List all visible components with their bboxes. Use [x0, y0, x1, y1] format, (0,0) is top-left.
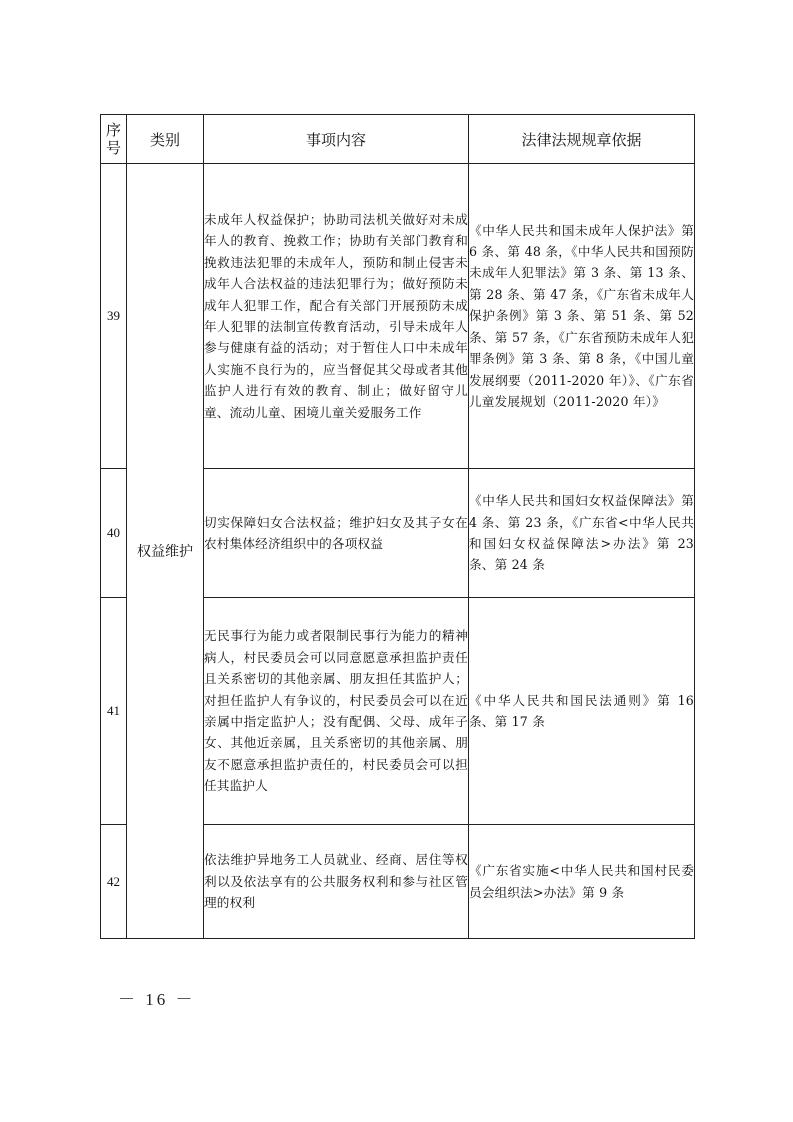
row-content: 未成年人权益保护；协助司法机关做好对未成年人的教育、挽救工作；协助有关部门教育和挽救违法犯罪的未成年人，预防和制止侵害未成年人合法权益的违法犯罪行为；做好预防未成年人犯罪工作，配合有关部门开展预防未成年人犯罪的法制宣传教育活动，引导未成年人参与健康有益的活动；对于暂住人口中未成年人实施不良行为的，应当督促其父母或者其他监护人进行有效的教育、制止；做好留守儿童、流动儿童、困境儿童关爱服务工作: [204, 164, 469, 469]
row-number: 41: [101, 598, 127, 825]
row-content: 依法维护异地务工人员就业、经商、居住等权利以及依法享有的公共服务权利和参与社区管理的权利: [204, 825, 469, 939]
page-number: － 16 －: [118, 990, 196, 1009]
regulation-table: [100, 114, 695, 939]
table-header-row: [101, 115, 695, 164]
row-basis: 《中华人民共和国妇女权益保障法》第 4 条、第 23 条，《广东省<中华人民共和国妇女权益保障法>办法》第 23 条、第 24 条: [469, 469, 695, 598]
row-basis: 《中华人民共和国未成年人保护法》第 6 条、第 48 条，《中华人民共和国预防未成年人犯罪法》第 3 条、第 13 条、第 28 条、第 47 条，《广东省未成年人保护条例》第 3 条、第 51 条、第 52 条、第 57 条，《广东省预防未成年人犯罪条例》第 3 条、第 8 条，《中国儿童发展纲要（2011-2020 年）》、《广东省儿童发展规划（2011-2020 年）》: [469, 164, 695, 469]
row-content: 切实保障妇女合法权益；维护妇女及其子女在农村集体经济组织中的各项权益: [204, 469, 469, 598]
category-cell: 权益维护: [127, 164, 204, 939]
table-row: [101, 164, 695, 469]
row-basis: 《中华人民共和国民法通则》第 16 条、第 17 条: [469, 598, 695, 825]
header-category: 类别: [127, 115, 204, 164]
row-number: 40: [101, 469, 127, 598]
row-number: 39: [101, 164, 127, 469]
document-page: [100, 114, 694, 939]
header-content: 事项内容: [204, 115, 469, 164]
header-basis: 法律法规规章依据: [469, 115, 695, 164]
row-number: 42: [101, 825, 127, 939]
row-basis: 《广东省实施<中华人民共和国村民委员会组织法>办法》第 9 条: [469, 825, 695, 939]
row-content: 无民事行为能力或者限制民事行为能力的精神病人，村民委员会可以同意愿意承担监护责任且关系密切的其他亲属、朋友担任其监护人；对担任监护人有争议的，村民委员会可以在近亲属中指定监护人；没有配偶、父母、成年子女、其他近亲属，且关系密切的其他亲属、朋友不愿意承担监护责任的，村民委员会可以担任其监护人: [204, 598, 469, 825]
header-index: 序号: [101, 115, 127, 164]
